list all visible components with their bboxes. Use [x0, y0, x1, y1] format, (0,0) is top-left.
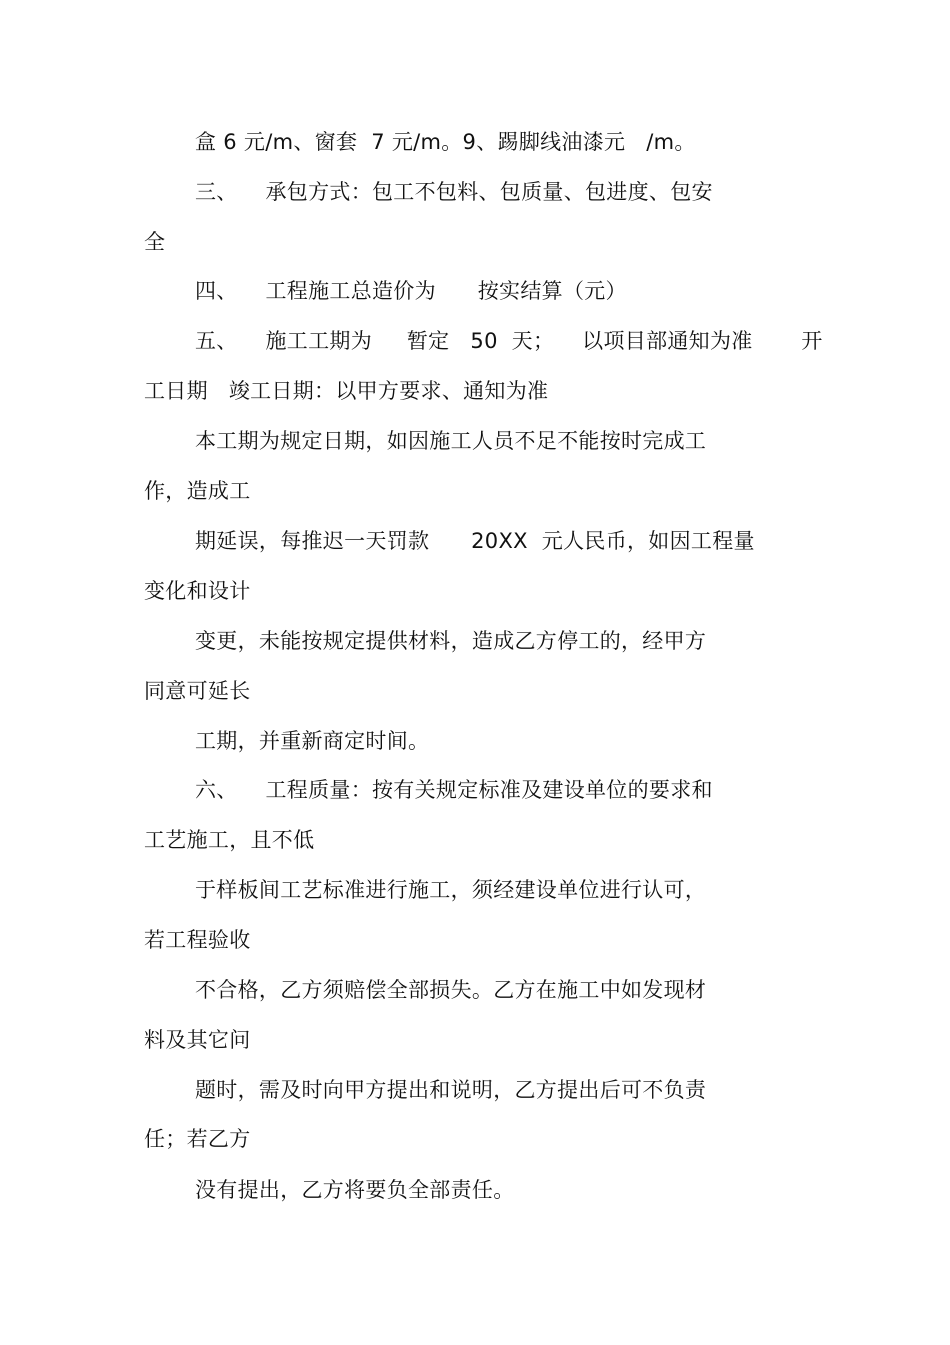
text-line-18: 不合格，乙方须赔偿全部损失。乙方在施工中如发现材: [195, 978, 707, 1002]
text-line-11: 变更，未能按规定提供材料，造成乙方停工的，经甲方: [195, 629, 707, 653]
text-line-19: 料及其它问: [144, 1028, 251, 1052]
text-line-9: 期延误，每推迟一天罚款 20XX 元人民币，如因工程量: [195, 529, 755, 553]
text-line-7: 本工期为规定日期，如因施工人员不足不能按时完成工: [195, 429, 707, 453]
text-line-2: 三、 承包方式：包工不包料、包质量、包进度、包安: [195, 180, 713, 204]
text-line-14: 六、 工程质量：按有关规定标准及建设单位的要求和: [195, 778, 713, 802]
text-line-10: 变化和设计: [144, 579, 251, 603]
text-line-3: 全: [144, 230, 166, 254]
text-line-6: 工日期 竣工日期：以甲方要求、通知为准: [144, 379, 549, 403]
text-line-12: 同意可延长: [144, 679, 251, 703]
text-line-4: 四、 工程施工总造价为 按实结算（元）: [195, 279, 627, 303]
text-line-16: 于样板间工艺标准进行施工，须经建设单位进行认可，: [195, 878, 707, 902]
text-line-17: 若工程验收: [144, 928, 251, 952]
text-line-15: 工艺施工，且不低: [144, 828, 315, 852]
text-line-5: 五、 施工工期为 暂定 50 天； 以项目部通知为准 开: [195, 329, 823, 353]
text-line-20: 题时，需及时向甲方提出和说明，乙方提出后可不负责: [195, 1078, 707, 1102]
text-line-13: 工期，并重新商定时间。: [195, 729, 430, 753]
text-line-21: 任；若乙方: [144, 1127, 251, 1151]
text-line-8: 作，造成工: [144, 479, 251, 503]
text-line-22: 没有提出，乙方将要负全部责任。: [195, 1178, 515, 1202]
text-line-1: 盒 6 元/m、窗套 7 元/m。9、踢脚线油漆元 /m。: [195, 130, 696, 154]
